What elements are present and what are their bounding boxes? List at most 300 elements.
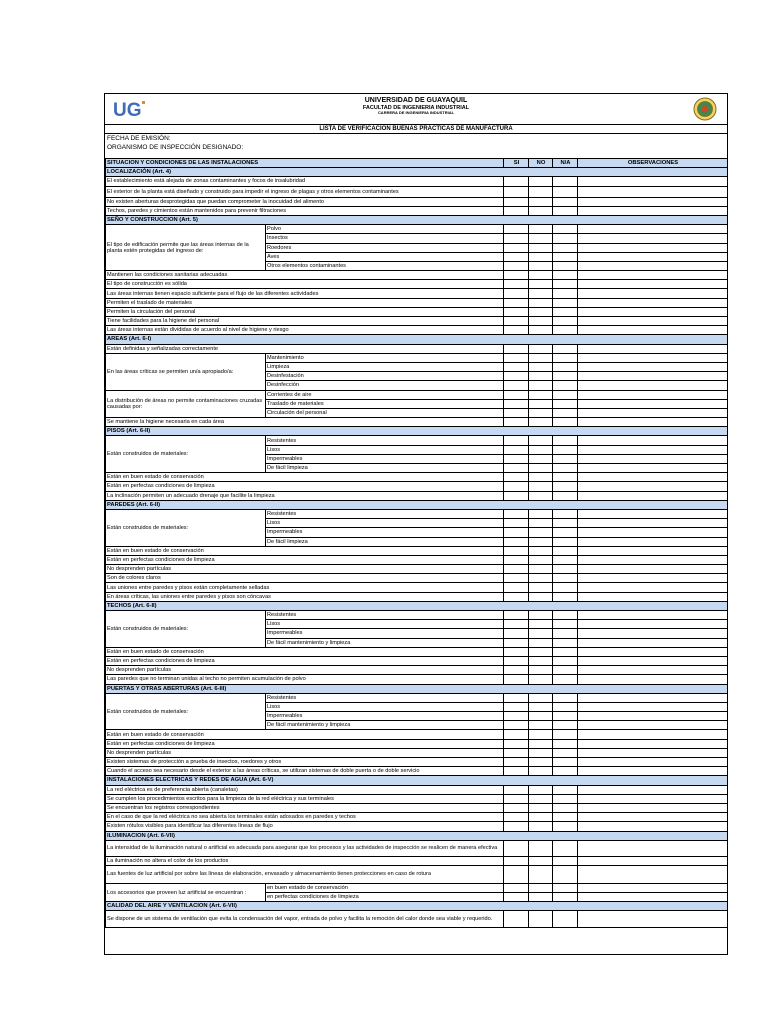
- answer-no-cell[interactable]: [529, 712, 553, 721]
- observations-cell[interactable]: [578, 399, 728, 408]
- observations-cell[interactable]: [578, 748, 728, 757]
- answer-na-cell[interactable]: [553, 289, 578, 298]
- observations-cell[interactable]: [578, 390, 728, 399]
- answer-no-cell[interactable]: [529, 344, 553, 353]
- observations-cell[interactable]: [578, 177, 728, 186]
- answer-no-cell[interactable]: [529, 822, 553, 831]
- answer-na-cell[interactable]: [553, 656, 578, 665]
- answer-si-cell[interactable]: [504, 271, 529, 280]
- answer-na-cell[interactable]: [553, 565, 578, 574]
- answer-si-cell[interactable]: [504, 519, 529, 528]
- observations-cell[interactable]: [578, 822, 728, 831]
- answer-no-cell[interactable]: [529, 785, 553, 794]
- answer-no-cell[interactable]: [529, 803, 553, 812]
- answer-si-cell[interactable]: [504, 702, 529, 711]
- answer-si-cell[interactable]: [504, 767, 529, 776]
- answer-na-cell[interactable]: [553, 840, 578, 856]
- answer-si-cell[interactable]: [504, 748, 529, 757]
- answer-si-cell[interactable]: [504, 794, 529, 803]
- answer-na-cell[interactable]: [553, 473, 578, 482]
- answer-na-cell[interactable]: [553, 865, 578, 883]
- answer-si-cell[interactable]: [504, 353, 529, 362]
- answer-no-cell[interactable]: [529, 473, 553, 482]
- answer-si-cell[interactable]: [504, 317, 529, 326]
- observations-cell[interactable]: [578, 353, 728, 362]
- answer-no-cell[interactable]: [529, 813, 553, 822]
- observations-cell[interactable]: [578, 574, 728, 583]
- checklist-subitem-text: Impermeables: [266, 528, 504, 537]
- answer-no-cell[interactable]: [529, 464, 553, 473]
- answer-si-cell[interactable]: [504, 473, 529, 482]
- answer-no-cell[interactable]: [529, 436, 553, 445]
- observations-cell[interactable]: [578, 856, 728, 865]
- answer-si-cell[interactable]: [504, 822, 529, 831]
- answer-na-cell[interactable]: [553, 454, 578, 463]
- answer-no-cell[interactable]: [529, 574, 553, 583]
- observations-cell[interactable]: [578, 721, 728, 730]
- answer-no-cell[interactable]: [529, 893, 553, 902]
- answer-no-cell[interactable]: [529, 883, 553, 892]
- answer-na-cell[interactable]: [553, 317, 578, 326]
- answer-si-cell[interactable]: [504, 911, 529, 928]
- answer-na-cell[interactable]: [553, 298, 578, 307]
- observations-cell[interactable]: [578, 362, 728, 371]
- answer-na-cell[interactable]: [553, 813, 578, 822]
- answer-si-cell[interactable]: [504, 509, 529, 518]
- observations-cell[interactable]: [578, 592, 728, 601]
- checklist-item-text: Cuando el acceso sea necesario desde el exterior a las áreas críticas, se utilizan sistemas de doble puerta o de doble servicio: [106, 767, 504, 776]
- answer-si-cell[interactable]: [504, 620, 529, 629]
- checklist-row: [106, 813, 728, 822]
- observations-cell[interactable]: [578, 252, 728, 261]
- answer-no-cell[interactable]: [529, 840, 553, 856]
- observations-cell[interactable]: [578, 555, 728, 564]
- answer-no-cell[interactable]: [529, 454, 553, 463]
- answer-na-cell[interactable]: [553, 638, 578, 647]
- observations-cell[interactable]: [578, 702, 728, 711]
- answer-na-cell[interactable]: [553, 225, 578, 234]
- answer-no-cell[interactable]: [529, 546, 553, 555]
- answer-si-cell[interactable]: [504, 298, 529, 307]
- answer-no-cell[interactable]: [529, 620, 553, 629]
- answer-si-cell[interactable]: [504, 546, 529, 555]
- answer-si-cell[interactable]: [504, 638, 529, 647]
- answer-no-cell[interactable]: [529, 326, 553, 335]
- answer-no-cell[interactable]: [529, 289, 553, 298]
- answer-si-cell[interactable]: [504, 739, 529, 748]
- answer-na-cell[interactable]: [553, 491, 578, 500]
- answer-si-cell[interactable]: [504, 785, 529, 794]
- checklist-item-text: Techos, paredes y cimientos están mantenidos para prevenir filtraciones: [106, 206, 504, 215]
- answer-na-cell[interactable]: [553, 883, 578, 892]
- observations-cell[interactable]: [578, 767, 728, 776]
- observations-cell[interactable]: [578, 546, 728, 555]
- answer-na-cell[interactable]: [553, 418, 578, 427]
- answer-na-cell[interactable]: [553, 445, 578, 454]
- answer-na-cell[interactable]: [553, 271, 578, 280]
- observations-cell[interactable]: [578, 298, 728, 307]
- observations-cell[interactable]: [578, 583, 728, 592]
- answer-no-cell[interactable]: [529, 399, 553, 408]
- observations-cell[interactable]: [578, 519, 728, 528]
- answer-si-cell[interactable]: [504, 730, 529, 739]
- answer-na-cell[interactable]: [553, 537, 578, 546]
- answer-na-cell[interactable]: [553, 702, 578, 711]
- answer-si-cell[interactable]: [504, 252, 529, 261]
- observations-cell[interactable]: [578, 758, 728, 767]
- answer-na-cell[interactable]: [553, 243, 578, 252]
- answer-si-cell[interactable]: [504, 491, 529, 500]
- answer-no-cell[interactable]: [529, 206, 553, 215]
- answer-no-cell[interactable]: [529, 693, 553, 702]
- answer-si-cell[interactable]: [504, 865, 529, 883]
- answer-no-cell[interactable]: [529, 177, 553, 186]
- checklist-group-text: El tipo de edificación permite que las áreas internas de la planta estén protegidas del ingreso de:: [106, 225, 266, 271]
- checklist-row: [106, 317, 728, 326]
- observations-cell[interactable]: [578, 280, 728, 289]
- answer-na-cell[interactable]: [553, 353, 578, 362]
- answer-na-cell[interactable]: [553, 675, 578, 684]
- answer-no-cell[interactable]: [529, 555, 553, 564]
- answer-na-cell[interactable]: [553, 611, 578, 620]
- answer-si-cell[interactable]: [504, 307, 529, 316]
- answer-na-cell[interactable]: [553, 730, 578, 739]
- observations-cell[interactable]: [578, 454, 728, 463]
- observations-cell[interactable]: [578, 261, 728, 270]
- observations-cell[interactable]: [578, 565, 728, 574]
- answer-no-cell[interactable]: [529, 186, 553, 197]
- observations-cell[interactable]: [578, 186, 728, 197]
- answer-na-cell[interactable]: [553, 197, 578, 206]
- answer-no-cell[interactable]: [529, 445, 553, 454]
- answer-no-cell[interactable]: [529, 583, 553, 592]
- answer-na-cell[interactable]: [553, 519, 578, 528]
- observations-cell[interactable]: [578, 794, 728, 803]
- observations-cell[interactable]: [578, 638, 728, 647]
- answer-na-cell[interactable]: [553, 464, 578, 473]
- observations-cell[interactable]: [578, 666, 728, 675]
- answer-si-cell[interactable]: [504, 565, 529, 574]
- answer-na-cell[interactable]: [553, 252, 578, 261]
- answer-no-cell[interactable]: [529, 491, 553, 500]
- answer-no-cell[interactable]: [529, 565, 553, 574]
- answer-na-cell[interactable]: [553, 261, 578, 270]
- answer-no-cell[interactable]: [529, 675, 553, 684]
- answer-si-cell[interactable]: [504, 893, 529, 902]
- answer-na-cell[interactable]: [553, 803, 578, 812]
- section-title: AREAS (Art. 6-I): [106, 335, 728, 344]
- answer-si-cell[interactable]: [504, 234, 529, 243]
- answer-na-cell[interactable]: [553, 574, 578, 583]
- answer-no-cell[interactable]: [529, 794, 553, 803]
- checklist-item-text: Las fuentes de luz artificial por sobre las líneas de elaboración, envasado y almacenamiento tienen protecciones en caso de rotura: [106, 865, 504, 883]
- answer-na-cell[interactable]: [553, 307, 578, 316]
- answer-si-cell[interactable]: [504, 464, 529, 473]
- answer-no-cell[interactable]: [529, 307, 553, 316]
- observations-cell[interactable]: [578, 464, 728, 473]
- answer-si-cell[interactable]: [504, 758, 529, 767]
- answer-no-cell[interactable]: [529, 197, 553, 206]
- answer-si-cell[interactable]: [504, 390, 529, 399]
- answer-no-cell[interactable]: [529, 758, 553, 767]
- answer-si-cell[interactable]: [504, 840, 529, 856]
- observations-cell[interactable]: [578, 693, 728, 702]
- answer-no-cell[interactable]: [529, 243, 553, 252]
- answer-no-cell[interactable]: [529, 519, 553, 528]
- answer-na-cell[interactable]: [553, 280, 578, 289]
- observations-cell[interactable]: [578, 840, 728, 856]
- observations-cell[interactable]: [578, 482, 728, 491]
- answer-no-cell[interactable]: [529, 611, 553, 620]
- answer-si-cell[interactable]: [504, 280, 529, 289]
- observations-cell[interactable]: [578, 491, 728, 500]
- answer-si-cell[interactable]: [504, 721, 529, 730]
- answer-si-cell[interactable]: [504, 712, 529, 721]
- answer-na-cell[interactable]: [553, 399, 578, 408]
- answer-na-cell[interactable]: [553, 177, 578, 186]
- answer-si-cell[interactable]: [504, 381, 529, 390]
- answer-na-cell[interactable]: [553, 666, 578, 675]
- answer-si-cell[interactable]: [504, 656, 529, 665]
- observations-cell[interactable]: [578, 528, 728, 537]
- answer-no-cell[interactable]: [529, 390, 553, 399]
- answer-no-cell[interactable]: [529, 528, 553, 537]
- answer-no-cell[interactable]: [529, 629, 553, 638]
- answer-na-cell[interactable]: [553, 767, 578, 776]
- answer-si-cell[interactable]: [504, 537, 529, 546]
- answer-na-cell[interactable]: [553, 911, 578, 928]
- answer-si-cell[interactable]: [504, 362, 529, 371]
- observations-cell[interactable]: [578, 197, 728, 206]
- answer-si-cell[interactable]: [504, 675, 529, 684]
- observations-cell[interactable]: [578, 436, 728, 445]
- observations-cell[interactable]: [578, 445, 728, 454]
- answer-no-cell[interactable]: [529, 721, 553, 730]
- answer-si-cell[interactable]: [504, 289, 529, 298]
- observations-cell[interactable]: [578, 739, 728, 748]
- answer-na-cell[interactable]: [553, 372, 578, 381]
- answer-si-cell[interactable]: [504, 883, 529, 892]
- answer-si-cell[interactable]: [504, 344, 529, 353]
- observations-cell[interactable]: [578, 381, 728, 390]
- answer-no-cell[interactable]: [529, 911, 553, 928]
- answer-na-cell[interactable]: [553, 528, 578, 537]
- answer-na-cell[interactable]: [553, 856, 578, 865]
- observations-cell[interactable]: [578, 785, 728, 794]
- answer-si-cell[interactable]: [504, 592, 529, 601]
- checklist-sheet: [104, 93, 728, 955]
- answer-no-cell[interactable]: [529, 638, 553, 647]
- answer-no-cell[interactable]: [529, 767, 553, 776]
- observations-cell[interactable]: [578, 813, 728, 822]
- answer-si-cell[interactable]: [504, 666, 529, 675]
- observations-cell[interactable]: [578, 537, 728, 546]
- observations-cell[interactable]: [578, 344, 728, 353]
- answer-na-cell[interactable]: [553, 592, 578, 601]
- answer-si-cell[interactable]: [504, 454, 529, 463]
- answer-no-cell[interactable]: [529, 856, 553, 865]
- answer-no-cell[interactable]: [529, 418, 553, 427]
- answer-na-cell[interactable]: [553, 893, 578, 902]
- answer-si-cell[interactable]: [504, 856, 529, 865]
- answer-no-cell[interactable]: [529, 702, 553, 711]
- answer-no-cell[interactable]: [529, 537, 553, 546]
- answer-no-cell[interactable]: [529, 252, 553, 261]
- answer-na-cell[interactable]: [553, 206, 578, 215]
- checklist-subitem-text: Resistentes: [266, 436, 504, 445]
- answer-na-cell[interactable]: [553, 758, 578, 767]
- answer-si-cell[interactable]: [504, 445, 529, 454]
- observations-cell[interactable]: [578, 730, 728, 739]
- answer-no-cell[interactable]: [529, 280, 553, 289]
- observations-cell[interactable]: [578, 620, 728, 629]
- observations-cell[interactable]: [578, 418, 728, 427]
- observations-cell[interactable]: [578, 473, 728, 482]
- answer-na-cell[interactable]: [553, 408, 578, 417]
- answer-si-cell[interactable]: [504, 372, 529, 381]
- checklist-row: [106, 592, 728, 601]
- answer-na-cell[interactable]: [553, 390, 578, 399]
- answer-si-cell[interactable]: [504, 418, 529, 427]
- observations-cell[interactable]: [578, 629, 728, 638]
- answer-si-cell[interactable]: [504, 399, 529, 408]
- answer-na-cell[interactable]: [553, 482, 578, 491]
- answer-na-cell[interactable]: [553, 785, 578, 794]
- observations-cell[interactable]: [578, 675, 728, 684]
- observations-cell[interactable]: [578, 647, 728, 656]
- answer-na-cell[interactable]: [553, 583, 578, 592]
- answer-no-cell[interactable]: [529, 234, 553, 243]
- observations-cell[interactable]: [578, 317, 728, 326]
- observations-cell[interactable]: [578, 234, 728, 243]
- answer-no-cell[interactable]: [529, 362, 553, 371]
- section-header-row: [106, 427, 728, 436]
- checklist-row: [106, 418, 728, 427]
- answer-na-cell[interactable]: [553, 326, 578, 335]
- answer-na-cell[interactable]: [553, 647, 578, 656]
- answer-na-cell[interactable]: [553, 555, 578, 564]
- answer-no-cell[interactable]: [529, 592, 553, 601]
- observations-cell[interactable]: [578, 911, 728, 928]
- answer-si-cell[interactable]: [504, 482, 529, 491]
- observations-cell[interactable]: [578, 271, 728, 280]
- answer-si-cell[interactable]: [504, 611, 529, 620]
- answer-no-cell[interactable]: [529, 666, 553, 675]
- checklist-row: [106, 767, 728, 776]
- answer-si-cell[interactable]: [504, 206, 529, 215]
- observations-cell[interactable]: [578, 307, 728, 316]
- answer-no-cell[interactable]: [529, 225, 553, 234]
- answer-no-cell[interactable]: [529, 482, 553, 491]
- answer-si-cell[interactable]: [504, 583, 529, 592]
- answer-na-cell[interactable]: [553, 629, 578, 638]
- observations-cell[interactable]: [578, 509, 728, 518]
- answer-si-cell[interactable]: [504, 528, 529, 537]
- answer-si-cell[interactable]: [504, 197, 529, 206]
- answer-si-cell[interactable]: [504, 436, 529, 445]
- answer-no-cell[interactable]: [529, 298, 553, 307]
- checklist-item-text: Se mantiene la higiene necesaria en cada área: [106, 418, 504, 427]
- observations-cell[interactable]: [578, 289, 728, 298]
- answer-na-cell[interactable]: [553, 693, 578, 702]
- organism-label: ORGANISMO DE INSPECCIÓN DESIGNADO:: [107, 144, 244, 151]
- answer-no-cell[interactable]: [529, 647, 553, 656]
- answer-na-cell[interactable]: [553, 721, 578, 730]
- observations-cell[interactable]: [578, 656, 728, 665]
- answer-si-cell[interactable]: [504, 177, 529, 186]
- answer-na-cell[interactable]: [553, 234, 578, 243]
- answer-si-cell[interactable]: [504, 693, 529, 702]
- answer-si-cell[interactable]: [504, 813, 529, 822]
- answer-no-cell[interactable]: [529, 865, 553, 883]
- answer-na-cell[interactable]: [553, 739, 578, 748]
- answer-si-cell[interactable]: [504, 326, 529, 335]
- answer-na-cell[interactable]: [553, 381, 578, 390]
- observations-cell[interactable]: [578, 883, 728, 892]
- answer-na-cell[interactable]: [553, 620, 578, 629]
- answer-na-cell[interactable]: [553, 509, 578, 518]
- answer-na-cell[interactable]: [553, 748, 578, 757]
- answer-na-cell[interactable]: [553, 822, 578, 831]
- checklist-item-text: El establecimiento está alejada de zonas contaminantes y focos de insalubridad: [106, 177, 504, 186]
- answer-no-cell[interactable]: [529, 509, 553, 518]
- answer-si-cell[interactable]: [504, 574, 529, 583]
- answer-si-cell[interactable]: [504, 225, 529, 234]
- section-header-row: [106, 902, 728, 911]
- observations-cell[interactable]: [578, 803, 728, 812]
- answer-na-cell[interactable]: [553, 344, 578, 353]
- answer-si-cell[interactable]: [504, 243, 529, 252]
- answer-si-cell[interactable]: [504, 186, 529, 197]
- observations-cell[interactable]: [578, 865, 728, 883]
- observations-cell[interactable]: [578, 611, 728, 620]
- answer-no-cell[interactable]: [529, 261, 553, 270]
- observations-cell[interactable]: [578, 206, 728, 215]
- answer-no-cell[interactable]: [529, 353, 553, 362]
- answer-si-cell[interactable]: [504, 408, 529, 417]
- answer-si-cell[interactable]: [504, 647, 529, 656]
- answer-na-cell[interactable]: [553, 712, 578, 721]
- observations-cell[interactable]: [578, 372, 728, 381]
- answer-na-cell[interactable]: [553, 362, 578, 371]
- answer-na-cell[interactable]: [553, 436, 578, 445]
- observations-cell[interactable]: [578, 225, 728, 234]
- answer-no-cell[interactable]: [529, 656, 553, 665]
- answer-si-cell[interactable]: [504, 261, 529, 270]
- observations-cell[interactable]: [578, 712, 728, 721]
- observations-cell[interactable]: [578, 893, 728, 902]
- answer-no-cell[interactable]: [529, 317, 553, 326]
- observations-cell[interactable]: [578, 408, 728, 417]
- observations-cell[interactable]: [578, 243, 728, 252]
- answer-si-cell[interactable]: [504, 555, 529, 564]
- column-header-si: SI: [504, 159, 529, 168]
- answer-na-cell[interactable]: [553, 546, 578, 555]
- answer-si-cell[interactable]: [504, 803, 529, 812]
- answer-no-cell[interactable]: [529, 739, 553, 748]
- answer-no-cell[interactable]: [529, 271, 553, 280]
- answer-si-cell[interactable]: [504, 629, 529, 638]
- answer-na-cell[interactable]: [553, 794, 578, 803]
- answer-na-cell[interactable]: [553, 186, 578, 197]
- answer-no-cell[interactable]: [529, 381, 553, 390]
- answer-no-cell[interactable]: [529, 408, 553, 417]
- answer-no-cell[interactable]: [529, 372, 553, 381]
- checklist-row: [106, 555, 728, 564]
- answer-no-cell[interactable]: [529, 730, 553, 739]
- observations-cell[interactable]: [578, 326, 728, 335]
- answer-no-cell[interactable]: [529, 748, 553, 757]
